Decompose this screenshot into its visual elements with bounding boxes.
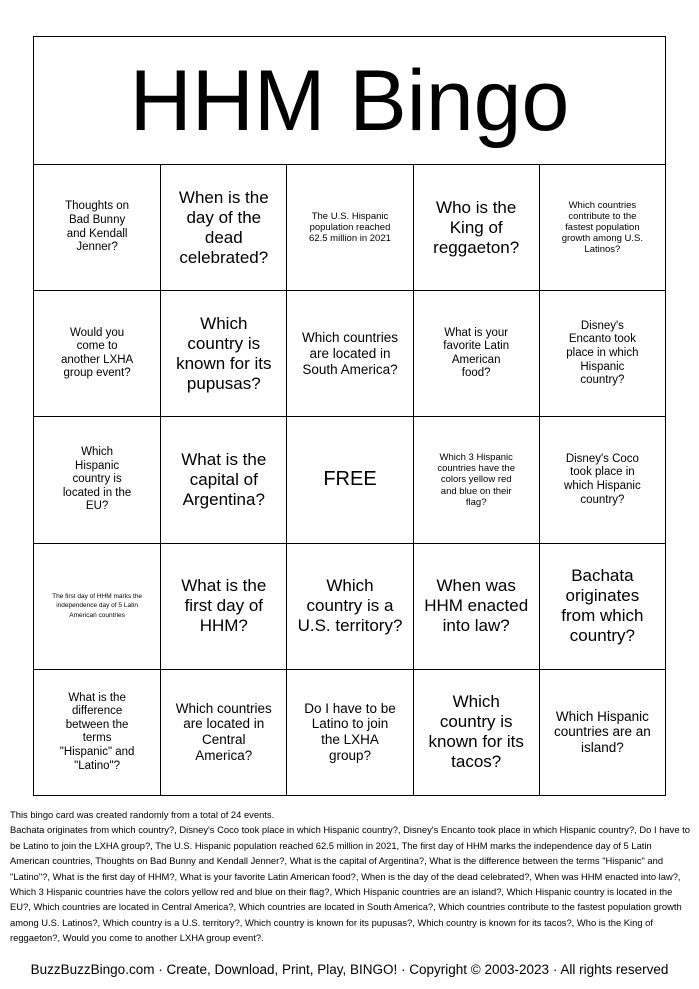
event-footer xyxy=(10,807,690,946)
footer-summary: This bingo card was created randomly from a total of 24 events. xyxy=(10,809,275,820)
bingo-cell xyxy=(286,543,412,669)
bingo-cell-text: When was HHM enacted into law? xyxy=(424,576,529,636)
bingo-cell xyxy=(539,416,665,542)
bingo-cell-text: Disney's Encanto took place in which Hispanic country? xyxy=(566,319,639,387)
bingo-cell xyxy=(413,164,539,290)
bingo-cell-text: Do I have to be Latino to join the LXHA group? xyxy=(304,700,396,764)
bingo-cell-text: Which countries contribute to the fastest population growth among U.S. Latinos? xyxy=(561,199,644,256)
bingo-cell xyxy=(160,164,286,290)
card-title: HHM Bingo xyxy=(129,52,570,149)
bingo-cell xyxy=(286,164,412,290)
bingo-cell-text: Would you come to another LXHA group event? xyxy=(60,326,134,380)
bingo-cell-text: Which country is a U.S. territory? xyxy=(297,576,403,636)
bingo-cell xyxy=(539,543,665,669)
bingo-cell-text: What is the capital of Argentina? xyxy=(181,449,267,510)
bingo-cell xyxy=(413,543,539,669)
bingo-cell xyxy=(34,164,160,290)
bingo-cell xyxy=(34,543,160,669)
bingo-cell xyxy=(413,669,539,795)
footer-events-list: Bachata originates from which country?, Disney's Coco took place in which Hispanic country?, Disney's Encanto took place in which Hispanic country?, Do I have to be Latino to join the LXHA group?, The U.S. Hispanic population reached 62.5 million in 2021, The first day of HHM marks the independence day of 5 Latin American countries, Thoughts on Bad Bunny and Kendall Jenner?, What is the capital of Argentina?, What is the difference between the terms "Hispanic" and "Latino"?, What is the first day of HHM?, What is your favorite Latin American food?, When is the day of the dead celebrated?, When was HHM enacted into law?, Which 3 Hispanic countries have the colors yellow red and blue on their flag?, Which Hispanic countries are an island?, Which Hispanic country is located in the EU?, Which countries are located in Central America?, Which countries are located in South America?, Which countries contribute to the fastest population growth among U.S. Latinos?, Which country is a U.S. territory?, Which country is known for its pupusas?, Which country is known for its tacos?, Who is the King of reggaeton?, Would you come to another LXHA group event?. xyxy=(10,824,690,944)
bingo-cell xyxy=(160,543,286,669)
free-space-cell xyxy=(286,416,412,542)
bingo-cell-text: Disney's Coco took place in which Hispanic country? xyxy=(564,452,641,506)
bingo-cell-text: Which country is known for its pupusas? xyxy=(176,313,272,393)
bingo-cell xyxy=(160,290,286,416)
bingo-cell xyxy=(34,669,160,795)
bingo-cell-text: What is your favorite Latin American food? xyxy=(443,326,510,380)
bingo-cell xyxy=(34,290,160,416)
bingo-cell-text: Bachata originates from which country? xyxy=(561,566,644,646)
bingo-cell-text: The first day of HHM marks the independence day of 5 Latin American countries xyxy=(52,592,143,620)
bingo-cell-text: FREE xyxy=(323,468,377,491)
bingo-cell-text: Which Hispanic countries are an island? xyxy=(553,708,651,756)
bingo-cell xyxy=(286,290,412,416)
bingo-cell-text: The U.S. Hispanic population reached 62.5 million in 2021 xyxy=(309,210,391,245)
bingo-cell xyxy=(160,416,286,542)
bingo-cell xyxy=(413,290,539,416)
bingo-cell xyxy=(34,416,160,542)
site-credits: BuzzBuzzBingo.com · Create, Download, Print, Play, BINGO! · Copyright © 2003-2023 · All rights reserved xyxy=(30,962,669,977)
bingo-cell xyxy=(286,669,412,795)
bingo-cell-text: Which country is known for its tacos? xyxy=(428,692,524,772)
bingo-cell-text: When is the day of the dead celebrated? xyxy=(178,187,269,267)
bingo-cell-text: What is the difference between the terms "Hispanic" and "Latino"? xyxy=(59,691,135,772)
bingo-cell xyxy=(539,164,665,290)
bingo-cell xyxy=(160,669,286,795)
bingo-cell-text: Thoughts on Bad Bunny and Kendall Jenner? xyxy=(65,200,130,254)
bingo-cell-text: Which 3 Hispanic countries have the colors yellow red and blue on their flag? xyxy=(437,451,515,508)
bingo-grid xyxy=(34,164,665,795)
bingo-cell xyxy=(413,416,539,542)
bingo-cell xyxy=(539,290,665,416)
bingo-cell xyxy=(539,669,665,795)
bingo-cell-text: What is the first day of HHM? xyxy=(181,576,267,636)
bingo-cell-text: Which Hispanic country is located in the EU? xyxy=(62,446,132,513)
bingo-card xyxy=(33,36,666,796)
bingo-cell-text: Which countries are located in South America? xyxy=(301,329,398,377)
bingo-cell-text: Who is the King of reggaeton? xyxy=(433,197,520,257)
bingo-cell-text: Which countries are located in Central America? xyxy=(175,700,272,764)
